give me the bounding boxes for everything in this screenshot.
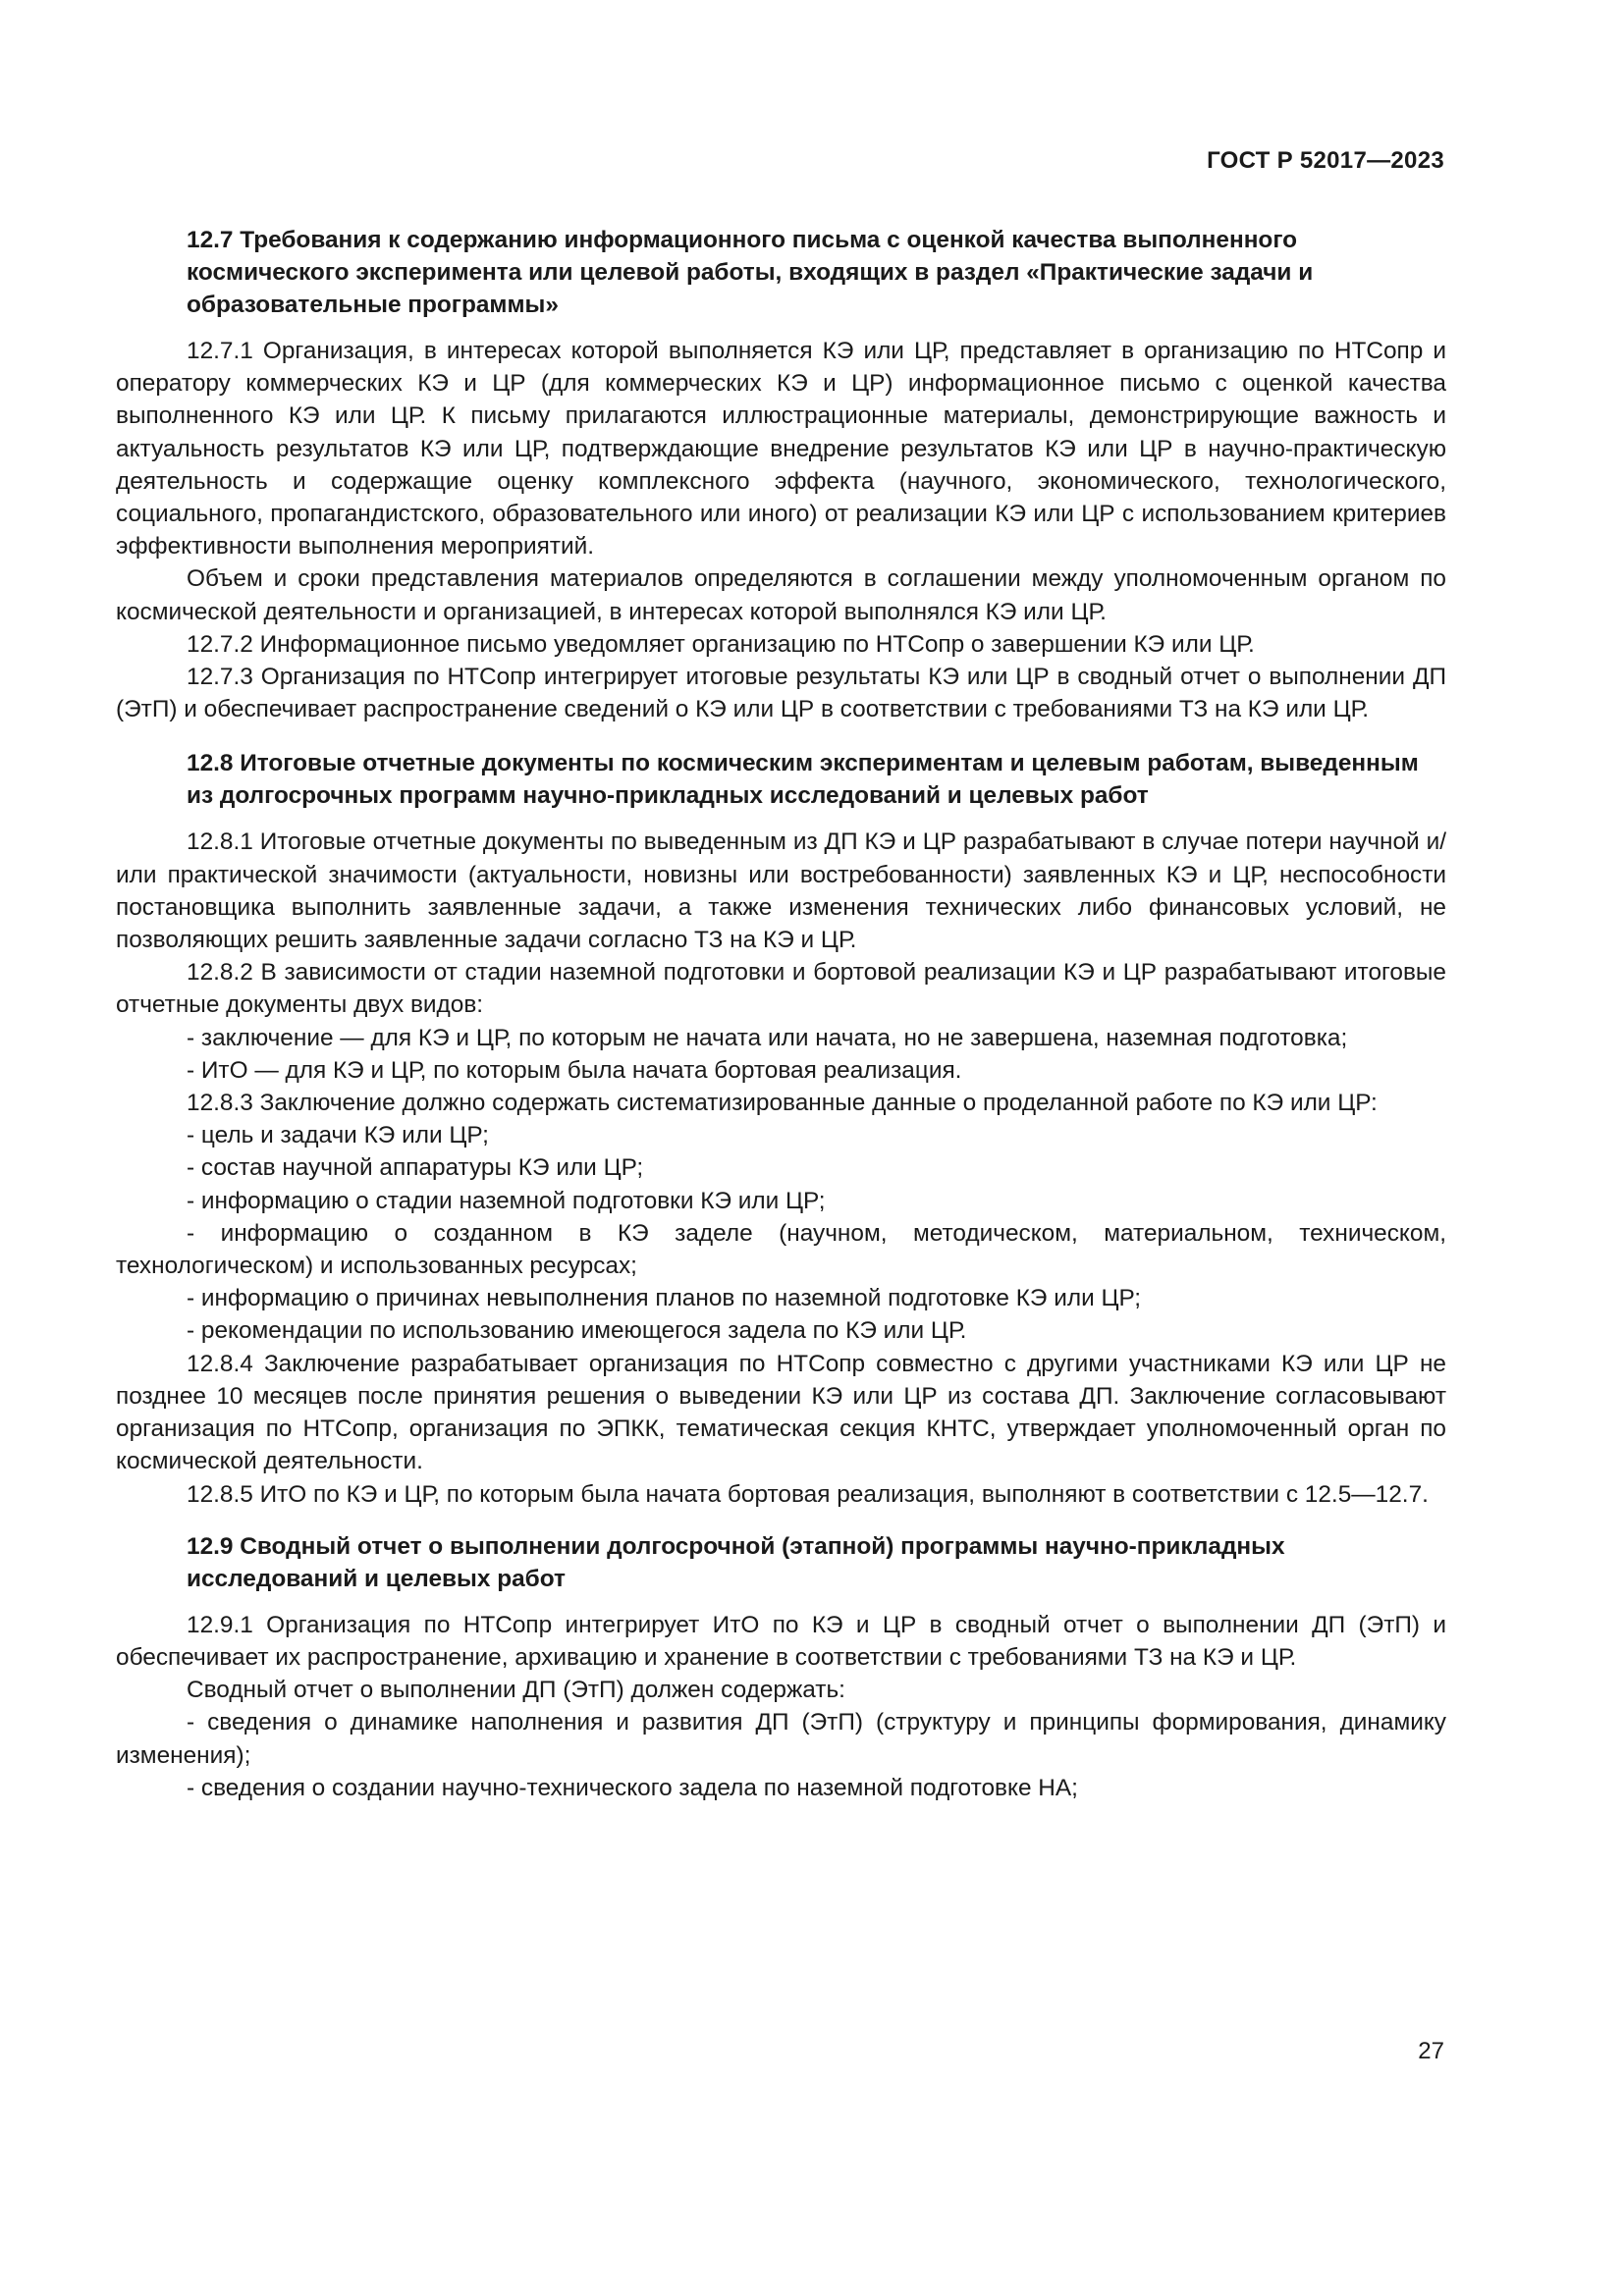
section-heading-12-7: 12.7 Требования к содержанию информационного письма с оценкой качества выполненного космического эксперимента или целевой работы, входящих в раздел «Практические задачи и образовательные программы»: [187, 227, 1314, 318]
document-code-header: ГОСТ Р 52017—2023: [1207, 147, 1444, 174]
section-heading-12-8: 12.8 Итоговые отчетные документы по космическим экспериментам и целевым работам, выведенным из долгосрочных программ научно-прикладных исследований и целевых работ: [187, 750, 1419, 810]
paragraph-12-7-2: 12.7.2 Информационное письмо уведомляет организацию по НТСопр о завершении КЭ или ЦР.: [187, 630, 1255, 658]
paragraph-12-9-1-contents: Сводный отчет о выполнении ДП (ЭтП) должен содержать:: [187, 1677, 845, 1704]
paragraph-12-8-4: 12.8.4 Заключение разрабатывает организация по НТСопр совместно с другими участниками КЭ или ЦР не позднее 10 месяцев после принятия решения о выведении КЭ или ЦР из состава ДП. Заключение согласовывают организация по НТСопр, организация по ЭПКК, тематическая секция КНТС, утверждает уполномоченный орган по космической деятельности.: [116, 1350, 1446, 1475]
paragraph-12-7-1-volume: Объем и сроки представления материалов определяются в соглашении между уполномоченным органом по космической деятельности и организацией, в интересах которой выполнялся КЭ или ЦР.: [116, 565, 1446, 625]
list-item-reasons: - информацию о причинах невыполнения планов по наземной подготовке КЭ или ЦР;: [187, 1285, 1142, 1312]
paragraph-12-7-1: 12.7.1 Организация, в интересах которой выполняется КЭ или ЦР, представляет в организацию по НТСопр и оператору коммерческих КЭ и ЦР (для коммерческих КЭ и ЦР) информационное письмо с оценкой качества выполненного КЭ или ЦР. К письму прилагаются иллюстрационные материалы, демонстрирующие важность и актуальность результатов КЭ или ЦР, подтверждающие внедрение результатов КЭ или ЦР в научно-практическую деятельность и содержащие оценку комплексного эффекта (научного, экономического, технологического, социального, пропагандистского, образовательного или иного) от реализации КЭ или ЦР с использованием критериев эффективности выполнения мероприятий.: [116, 338, 1446, 561]
list-item-recommendations: - рекомендации по использованию имеющегося задела по КЭ или ЦР.: [187, 1317, 967, 1345]
page-number: 27: [1418, 2038, 1444, 2064]
paragraph-12-8-2: 12.8.2 В зависимости от стадии наземной подготовки и бортовой реализации КЭ и ЦР разрабатывают итоговые отчетные документы двух видов:: [116, 959, 1446, 1019]
paragraph-12-7-3: 12.7.3 Организация по НТСопр интегрирует итоговые результаты КЭ или ЦР в сводный отчет о выполнении ДП (ЭтП) и обеспечивает распространение сведений о КЭ или ЦР в соответствии с требованиями ТЗ на КЭ или ЦР.: [116, 664, 1446, 723]
section-heading-12-9: 12.9 Сводный отчет о выполнении долгосрочной (этапной) программы научно-прикладных исследований и целевых работ: [187, 1532, 1285, 1592]
document-body: [116, 224, 1446, 1804]
list-item-final-report: - ИтО — для КЭ и ЦР, по которым была начата бортовая реализация.: [187, 1056, 962, 1084]
list-item-backlog: - информацию о созданном в КЭ заделе (научном, методическом, материальном, техническом, технологическом) и использованных ресурсах;: [116, 1219, 1446, 1280]
list-item-goals: - цель и задачи КЭ или ЦР;: [187, 1122, 489, 1149]
list-item-equipment: - состав научной аппаратуры КЭ или ЦР;: [187, 1154, 644, 1182]
paragraph-12-8-5: 12.8.5 ИтО по КЭ и ЦР, по которым была начата бортовая реализация, выполняют в соответствии с 12.5—12.7.: [187, 1480, 1429, 1508]
paragraph-12-8-1: 12.8.1 Итоговые отчетные документы по выведенным из ДП КЭ и ЦР разрабатывают в случае потери научной и/или практической значимости (актуальности, новизны или востребованности) заявленных КЭ и ЦР, неспособности постановщика выполнить заявленные задачи, а также изменения технических либо финансовых условий, не позволяющих решить заявленные задачи согласно ТЗ на КЭ и ЦР.: [116, 828, 1446, 954]
list-item-ground-backlog: - сведения о создании научно-технического задела по наземной подготовке НА;: [187, 1774, 1078, 1801]
list-item-dynamics: - сведения о динамике наполнения и развития ДП (ЭтП) (структуру и принципы формирования, динамику изменения);: [116, 1709, 1446, 1769]
list-item-ground-stage: - информацию о стадии наземной подготовки КЭ или ЦР;: [187, 1187, 826, 1214]
list-item-conclusion: - заключение — для КЭ и ЦР, по которым не начата или начата, но не завершена, наземная подготовка;: [187, 1024, 1348, 1051]
paragraph-12-8-3: 12.8.3 Заключение должно содержать систематизированные данные о проделанной работе по КЭ или ЦР:: [187, 1090, 1378, 1117]
paragraph-12-9-1: 12.9.1 Организация по НТСопр интегрирует ИтО по КЭ и ЦР в сводный отчет о выполнении ДП (ЭтП) и обеспечивает их распространение, архивацию и хранение в соответствии с требованиями ТЗ на КЭ и ЦР.: [116, 1611, 1446, 1671]
